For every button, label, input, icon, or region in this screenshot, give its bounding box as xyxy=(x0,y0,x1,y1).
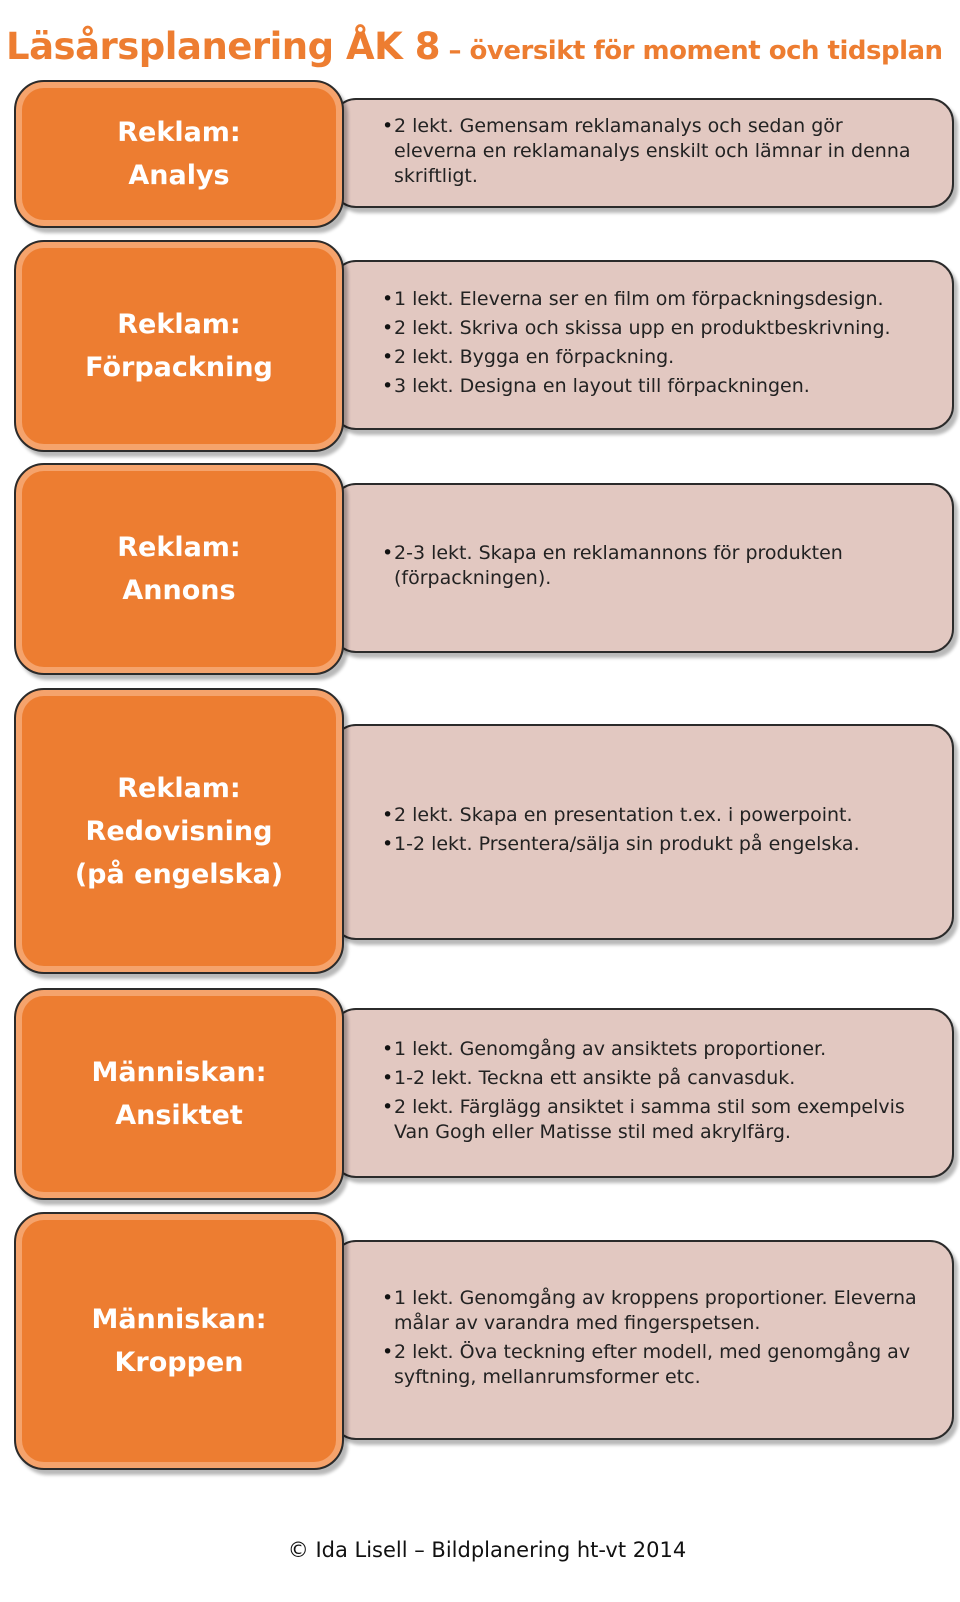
section-label-line: Förpackning xyxy=(85,352,273,383)
lesson-list xyxy=(334,1286,952,1394)
section-row-reklam-annons xyxy=(14,463,954,675)
section-label-line: (på engelska) xyxy=(74,858,284,890)
section-row-reklam-forpackning xyxy=(14,240,954,452)
section-label-line: Kroppen xyxy=(114,1347,244,1378)
section-label-box xyxy=(14,688,344,974)
section-label-box xyxy=(14,240,344,452)
lesson-list xyxy=(334,114,952,193)
lesson-item: • 2 lekt. Öva teckning efter modell, med genomgång av syftning, mellanrumsformer etc. xyxy=(394,1340,922,1390)
section-label-line: Människan: xyxy=(91,1057,267,1088)
section-detail-box xyxy=(332,260,954,430)
footer-copyright: © Ida Lisell – Bildplanering ht-vt 2014 xyxy=(287,1538,687,1562)
section-detail-box xyxy=(332,1240,954,1440)
section-row-reklam-analys xyxy=(14,80,954,228)
lesson-item: • 2 lekt. Färglägg ansiktet i samma stil som exempelvis Van Gogh eller Matisse stil med akrylfärg. xyxy=(394,1095,922,1145)
section-label-line: Reklam: xyxy=(117,117,241,148)
page-title-main: Läsårsplanering ÅK 8 xyxy=(6,25,440,69)
section-row-manniskan-ansiktet xyxy=(14,988,954,1200)
lesson-list xyxy=(334,541,952,595)
lesson-item: • 2-3 lekt. Skapa en reklamannons för produkten (förpackningen). xyxy=(394,541,922,591)
section-label-line: Reklam: xyxy=(117,309,241,340)
section-label-line: Ansiktet xyxy=(115,1100,243,1131)
lesson-list xyxy=(334,287,921,403)
section-label-box xyxy=(14,80,344,228)
lesson-item: • 1 lekt. Genomgång av ansiktets proportioner. xyxy=(394,1037,922,1062)
lesson-item: • 2 lekt. Skapa en presentation t.ex. i powerpoint. xyxy=(394,803,860,828)
section-row-manniskan-kroppen xyxy=(14,1212,954,1470)
section-detail-box xyxy=(332,98,954,208)
section-detail-box xyxy=(332,724,954,940)
lesson-item: • 2 lekt. Skriva och skissa upp en produktbeskrivning. xyxy=(394,316,891,341)
lesson-item: • 1-2 lekt. Prsentera/sälja sin produkt på engelska. xyxy=(394,832,860,857)
lesson-item: • 2 lekt. Bygga en förpackning. xyxy=(394,345,891,370)
section-label-box xyxy=(14,463,344,675)
lesson-item: • 3 lekt. Designa en layout till förpackningen. xyxy=(394,374,891,399)
lesson-list xyxy=(334,803,890,861)
section-label-line: Reklam: xyxy=(117,772,241,804)
section-row-reklam-redovisning xyxy=(14,688,954,974)
lesson-item: • 1-2 lekt. Teckna ett ansikte på canvasduk. xyxy=(394,1066,922,1091)
section-label-box xyxy=(14,988,344,1200)
section-label-line: Människan: xyxy=(91,1304,267,1335)
lesson-item: • 1 lekt. Genomgång av kroppens proportioner. Eleverna målar av varandra med fingerspetsen. xyxy=(394,1286,922,1336)
section-detail-box xyxy=(332,1008,954,1178)
section-label-line: Redovisning xyxy=(85,815,273,847)
section-detail-box xyxy=(332,483,954,653)
section-label-line: Annons xyxy=(122,575,236,606)
page-title xyxy=(6,25,956,68)
section-label-line: Reklam: xyxy=(117,532,241,563)
section-label-box xyxy=(14,1212,344,1470)
lesson-item: • 2 lekt. Gemensam reklamanalys och sedan gör eleverna en reklamanalys enskilt och lämnar in denna skriftligt. xyxy=(394,114,922,189)
section-label-line: Analys xyxy=(128,160,230,191)
lesson-list xyxy=(334,1037,952,1149)
lesson-item: • 1 lekt. Eleverna ser en film om förpackningsdesign. xyxy=(394,287,891,312)
page-title-subtitle: – översikt för moment och tidsplan xyxy=(439,36,943,67)
